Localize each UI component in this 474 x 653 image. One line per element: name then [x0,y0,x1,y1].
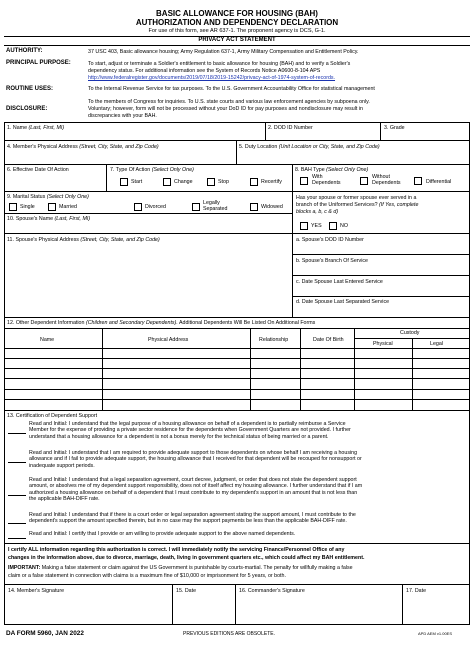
field-6-label: 6. Effective Date Of Action [7,167,69,173]
version-label: APD AEM v1.00ES [418,631,453,636]
action-change-checkbox[interactable] [163,178,171,186]
dependents-col-relationship: Relationship [259,337,289,343]
physical-address-input[interactable] [5,151,235,163]
bah-without-dependents-label: Without Dependents [372,174,401,186]
field-14-label: 14. Member's Signature [8,588,65,594]
bah-differential-label: Differential [426,179,452,185]
certification-paragraph-1: Read and Initial: I understand that the legal purpose of a housing allowance on behalf of a dependent is to partially reimburse a Service Member for the expense of providing a private sector residence for the dependents when Government Quarters are not provided. I further understand that a housing allowance for a dependent is not a bonus merely for the technical status of being married or a parent. [29,421,351,440]
field-10-label: 10. Spouse's Name (Last, First, MI) [7,216,91,222]
field-a-label: a. Spouse's DOD ID Number [296,237,364,243]
action-change-label: Change [174,179,193,185]
form-subtitle: For use of this form, see AR 637-1. The proponent agency is DCS, G-1. [148,28,326,34]
marital-widowed-checkbox[interactable] [250,203,258,211]
initial-blank-1[interactable] [8,430,26,436]
disclosure-label: DISCLOSURE: [6,106,48,112]
principal-purpose-label: PRINCIPAL PURPOSE: [6,60,71,66]
initial-blank-5[interactable] [8,535,26,541]
marital-divorced-label: Divorced [145,204,166,210]
dod-id-input[interactable] [266,131,379,140]
spouse-served-question-2: branch of the Uniformed Services? (If Yes, complete [296,202,419,208]
marital-legally-separated-label: Legally Separated [203,200,228,212]
dependents-col-physical: Physical [373,341,393,347]
name-input[interactable] [5,131,264,140]
disclosure-text-2: discrepancies with your BAH. [88,113,157,119]
initial-blank-3[interactable] [8,492,26,498]
field-9-label: 9. Marital Status (Select Only One) [7,194,89,200]
action-stop-label: Stop [218,179,229,185]
duty-location-input[interactable] [237,151,468,163]
action-stop-checkbox[interactable] [207,178,215,186]
principal-purpose-text-2: dependency status. For additional information see the System of Records Notice A0600-8-104 APS [88,68,321,74]
field-11-label: 11. Spouse's Physical Address (Street, City, State, and Zip Code) [7,237,160,243]
spouse-served-question-3: blocks a, b, c & d) [296,209,339,215]
spouse-served-no-label: NO [340,223,348,229]
spouse-name-input[interactable] [5,223,291,232]
field-15-label: 15. Date [176,588,197,594]
effective-date-input[interactable] [5,175,105,189]
field-7-label: 7. Type Of Action (Select Only One) [110,167,194,173]
bah-differential-checkbox[interactable] [414,177,422,185]
marital-divorced-checkbox[interactable] [134,203,142,211]
certify-statement-2: changes in the information above, due to divorce, marriage, death, living in government quarters etc., which could affect my BAH entitlement. [8,555,365,561]
marital-married-checkbox[interactable] [48,203,56,211]
privacy-act-heading: PRIVACY ACT STATEMENT [198,37,276,43]
dependents-table-rows[interactable] [5,349,469,409]
sorn-link[interactable]: http://www.federalregister.gov/documents/2019/07/18/2019-15242/privacy-act-of-1974-system-of-records. [88,75,336,81]
initial-blank-4[interactable] [8,520,26,526]
bah-with-dependents-label: With Dependents [312,174,341,186]
marital-married-label: Married [59,204,77,210]
form-title-line2: AUTHORIZATION AND DEPENDENCY DECLARATION [135,18,339,27]
certify-statement-1: I certify ALL information regarding this authorization is correct. I will immediately notify the servicing Finance/Personnel Office of any [8,547,345,553]
member-date-input[interactable] [173,596,234,624]
important-statement-1: IMPORTANT: Making a false statement or claim against the US Government is punishable by courts-martial. The penalty for willfully making a false [8,565,353,571]
certification-paragraph-5: Read and Initial: I certify that I provide or am willing to provide adequate support to the above named dependents. [29,531,296,537]
spouse-address-input[interactable] [5,245,291,315]
spouse-served-question-1: Has your spouse or former spouse ever served in a [296,195,417,201]
previous-editions-note: PREVIOUS EDITIONS ARE OBSOLETE. [183,631,275,637]
dependents-col-name: Name [40,337,55,343]
commander-signature-input[interactable] [236,596,401,624]
field-1-label: 1. Name (Last, First, MI) [7,125,65,131]
action-recertify-label: Recertify [261,179,282,185]
action-start-label: Start [131,179,143,185]
spouse-served-yes-checkbox[interactable] [300,222,308,230]
certification-paragraph-2: Read and Initial: I understand that I am required to provide adequate support to those dependents on whose behalf I am receiving a housing allowance and if I fail to provide adequate support, the housing allowance that I received for that dependent will be recouped for nonsupport or inadequate support periods. [29,450,362,469]
routine-uses-label: ROUTINE USES: [6,86,54,92]
dependents-col-dob: Date Of Birth [313,337,344,343]
marital-legally-separated-checkbox[interactable] [192,203,200,211]
commander-date-input[interactable] [403,596,468,624]
initial-blank-2[interactable] [8,459,26,465]
field-5-label: 5. Duty Location (Unit Location or City, State, and Zip Code) [239,144,380,150]
routine-uses-text-2: To the members of Congress for inquiries. To U.S. state courts and various law enforcement agencies by subpoena only. [88,99,370,105]
dependents-col-address: Physical Address [148,337,189,343]
certification-paragraph-3: Read and Initial: I understand that a legal separation agreement, court decree, judgment, or order that does not state the dependent support amount, or absolves me of my dependent support responsibility, does not of itself affect my housing allowance. I further understand that if I am authorized a housing allowance on behalf of a dependent that I must contribute to my dependent's support in an amount that is not less than the applicable BAH-DIFF rate. [29,477,363,503]
marital-widowed-label: Widowed [261,204,283,210]
marital-single-checkbox[interactable] [9,203,17,211]
field-16-label: 16. Commander's Signature [239,588,305,594]
field-8-label: 8. BAH Type (Select Only One) [295,167,369,173]
action-recertify-checkbox[interactable] [250,178,258,186]
spouse-served-yes-label: YES [311,223,322,229]
disclosure-text-1: Voluntary; however, form will not be processed without your DoD ID for pay purposes and nondisclosure may result in [88,106,363,112]
form-number: DA FORM 5960, JAN 2022 [6,630,84,637]
field-2-label: 2. DOD ID Number [268,125,313,131]
action-start-checkbox[interactable] [120,178,128,186]
field-d-label: d. Date Spouse Last Separated Service [296,299,390,305]
field-13-label: 13. Certification of Dependent Support [7,413,98,419]
form-title-line1: BASIC ALLOWANCE FOR HOUSING (BAH) [156,9,318,18]
field-3-label: 3. Grade [384,125,405,131]
dependents-col-custody: Custody [400,330,420,336]
field-b-label: b. Spouse's Branch Of Service [296,258,368,264]
field-c-label: c. Date Spouse Last Entered Service [296,279,383,285]
authority-text: 37 USC 403, Basic allowance housing; Army Regulation 637-1, Army Military Compensation and Entitlement Policy. [88,49,359,55]
principal-purpose-text-1: To start, adjust or terminate a Soldier's entitlement to basic allowance for housing (BAH) and to verify a Soldier's [88,61,351,67]
authority-label: AUTHORITY: [6,48,43,54]
certification-paragraph-4: Read and Initial: I understand that if there is a court order or legal separation agreement stating the support amount, I must contribute to the dependent's support the amount specified therein, but in no case may the support payments be less than the applicable BAH-DIFF rate. [29,512,356,525]
bah-without-dependents-checkbox[interactable] [360,177,368,185]
dependents-col-legal: Legal [430,341,443,347]
important-statement-2: claim or a false statement in connection with claims is a maximum fine of $10,000 or imprisonment for 5 years, or both. [8,573,286,579]
routine-uses-text: To the Internal Revenue Service for tax purposes. To the U.S. Government Accountability Office for statistical management [88,86,375,92]
grade-input[interactable] [381,131,468,140]
field-17-label: 17. Date [406,588,427,594]
spouse-served-no-checkbox[interactable] [329,222,337,230]
marital-single-label: Single [20,204,35,210]
field-12-label: 12. Other Dependent Information (Children and Secondary Dependents). Additional Dependents Will Be Listed On Additional Forms [7,320,316,326]
member-signature-input[interactable] [5,596,171,624]
bah-with-dependents-checkbox[interactable] [300,177,308,185]
field-4-label: 4. Member's Physical Address (Street, City, State, and Zip Code) [7,144,159,150]
